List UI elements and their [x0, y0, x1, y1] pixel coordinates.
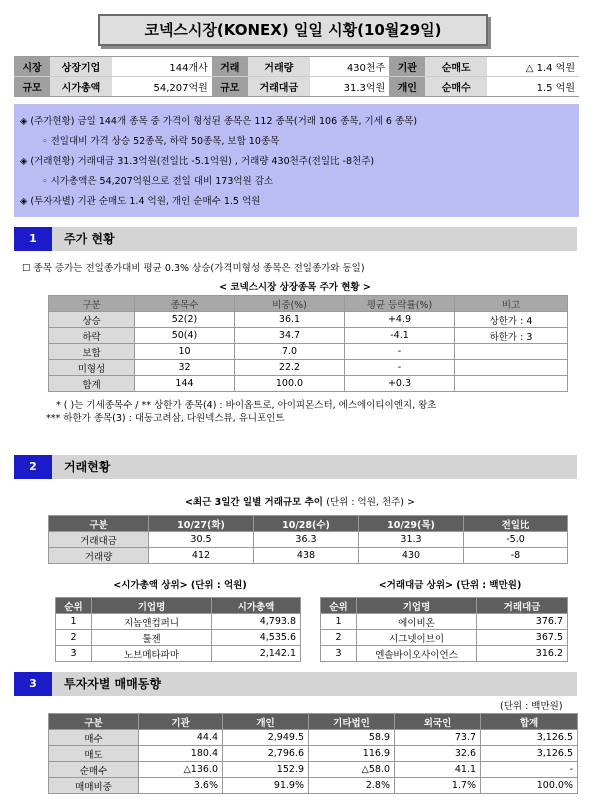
footnote: *** 하한가 종목(3) : 대동고려삼, 다원넥스뷰, 유니포인트 [46, 413, 285, 424]
table-cell: 4,793.8 [212, 614, 301, 630]
column-header: 순위 [56, 598, 92, 614]
table-row [321, 630, 568, 646]
column-header: 외국인 [395, 714, 481, 730]
table-cell: 412 [149, 548, 254, 564]
table-cell: 3 [56, 646, 92, 662]
table-row [56, 614, 301, 630]
table-cell: 430 [359, 548, 464, 564]
table-cell: 1 [321, 614, 357, 630]
summary-label: 거래 [212, 57, 248, 77]
highlight-line: ◈ (투자자별) 기관 순매도 1.4 억원, 개인 순매수 1.5 억원 [20, 196, 261, 207]
summary-value: △ 1.4 억원 [487, 57, 579, 77]
market-cap-top-table [55, 597, 301, 662]
footnote: * ( )는 기세종목수 / ** 상한가 종목(4) : 바이옵트로, 아이피몬스터, 에스에이티이엔지, 왕초 [56, 400, 437, 411]
row-label: 매수 [49, 730, 139, 746]
column-header: 기관 [139, 714, 223, 730]
table-cell: 3,126.5 [481, 730, 578, 746]
row-label: 매도 [49, 746, 139, 762]
table-cell: 3,126.5 [481, 746, 578, 762]
table-cell: 4,535.6 [212, 630, 301, 646]
highlight-line: ◈ (주가현황) 금일 144개 종목 중 가격이 형성된 종목은 112 종목(거래 106 종목, 기세 6 종목) [20, 116, 418, 127]
table-cell: 152.9 [223, 762, 309, 778]
table-cell [455, 360, 568, 376]
table-cell: 144 [135, 376, 235, 392]
table-row [49, 730, 578, 746]
column-header: 개인 [223, 714, 309, 730]
table-cell: 상한가 : 4 [455, 312, 568, 328]
summary-sublabel: 시가총액 [50, 77, 112, 97]
column-header: 시가총액 [212, 598, 301, 614]
column-header: 종목수 [135, 296, 235, 312]
table-cell: △136.0 [139, 762, 223, 778]
trend-unit: (단위 : 억원, 천주) > [326, 497, 415, 508]
summary-sublabel: 상장기업 [50, 57, 112, 77]
column-header: 기업명 [92, 598, 212, 614]
section-note: ☐ 종목 증가는 전일종가대비 평균 0.3% 상승(가격미형성 종목은 전일종가와 동일) [22, 263, 365, 274]
table-row [49, 376, 568, 392]
row-label: 거래량 [49, 548, 149, 564]
row-label: 하락 [49, 328, 135, 344]
table-cell: +4.9 [345, 312, 455, 328]
column-header: 구분 [49, 296, 135, 312]
column-header: 구분 [49, 714, 139, 730]
table-cell: 31.3 [359, 532, 464, 548]
column-header: 합계 [481, 714, 578, 730]
table-cell: △58.0 [309, 762, 395, 778]
section-header-investor [14, 672, 577, 696]
table-cell: 73.7 [395, 730, 481, 746]
highlight-line: ◈ (거래현황) 거래대금 31.3억원(전일比 -5.1억원) , 거래량 430천주(전일比 -8천주) [20, 156, 375, 167]
summary-row [14, 77, 579, 97]
section-number: 1 [14, 227, 52, 251]
column-header: 전일比 [464, 516, 568, 532]
summary-row [14, 57, 579, 77]
section-header-trading [14, 455, 577, 479]
table-cell: 3.6% [139, 778, 223, 794]
table-row [49, 762, 578, 778]
summary-sublabel: 순매수 [425, 77, 487, 97]
table-cell: 에이비온 [357, 614, 477, 630]
summary-label: 기관 [389, 57, 425, 77]
table-cell [455, 344, 568, 360]
table-cell: 50(4) [135, 328, 235, 344]
summary-label: 규모 [14, 77, 50, 97]
table-row [49, 328, 568, 344]
summary-value: 144개사 [112, 57, 212, 77]
table-cell: 지놈앤컴퍼니 [92, 614, 212, 630]
summary-label: 규모 [212, 77, 248, 97]
table-row [49, 532, 568, 548]
table-cell: 36.3 [254, 532, 359, 548]
column-header: 평균 등락률(%) [345, 296, 455, 312]
table-title: <시가총액 상위> (단위 : 억원) [113, 580, 247, 591]
summary-label: 개인 [389, 77, 425, 97]
table-cell: 376.7 [477, 614, 568, 630]
table-cell: 32.6 [395, 746, 481, 762]
highlight-line: ◦ 전일대비 가격 상승 52종목, 하락 50종목, 보합 10종목 [42, 136, 280, 147]
table-cell: 1 [56, 614, 92, 630]
table-row [49, 360, 568, 376]
unit-label: (단위 : 백만원) [500, 701, 563, 712]
table-cell: 2,142.1 [212, 646, 301, 662]
summary-label: 시장 [14, 57, 50, 77]
table-row [49, 746, 578, 762]
table-cell [455, 376, 568, 392]
section-title: 거래현황 [64, 460, 111, 474]
table-row [56, 646, 301, 662]
table-cell: +0.3 [345, 376, 455, 392]
table-cell: 180.4 [139, 746, 223, 762]
market-summary-table [14, 56, 579, 97]
trading-amount-top-table [320, 597, 568, 662]
table-cell: 316.2 [477, 646, 568, 662]
table-row [56, 630, 301, 646]
trend-title: <최근 3일간 일별 거래규모 추이 [185, 497, 323, 508]
page-title: 코넥스시장(KONEX) 일일 시황(10월29일) [98, 14, 488, 46]
column-header: 10/28(수) [254, 516, 359, 532]
table-cell: 52(2) [135, 312, 235, 328]
investor-trading-table [48, 713, 578, 794]
table-row [321, 614, 568, 630]
table-cell: 100.0% [481, 778, 578, 794]
section-title: 주가 현황 [64, 232, 115, 246]
column-header: 10/27(화) [149, 516, 254, 532]
table-cell: - [345, 344, 455, 360]
table-cell: - [345, 360, 455, 376]
table-cell: 36.1 [235, 312, 345, 328]
row-label: 미형성 [49, 360, 135, 376]
table-cell: 22.2 [235, 360, 345, 376]
column-header: 순위 [321, 598, 357, 614]
table-cell: 367.5 [477, 630, 568, 646]
table-cell: 32 [135, 360, 235, 376]
table-cell: 2.8% [309, 778, 395, 794]
column-header: 비중(%) [235, 296, 345, 312]
table-row [49, 344, 568, 360]
column-header: 10/29(목) [359, 516, 464, 532]
summary-sublabel: 거래량 [248, 57, 310, 77]
summary-sublabel: 거래대금 [248, 77, 310, 97]
table-cell: 58.9 [309, 730, 395, 746]
table-title: < 코넥스시장 상장종목 주가 현황 > [219, 282, 371, 293]
table-cell: 3 [321, 646, 357, 662]
table-cell: -4.1 [345, 328, 455, 344]
column-header: 기타법인 [309, 714, 395, 730]
table-cell: 툴젠 [92, 630, 212, 646]
table-cell: 2 [56, 630, 92, 646]
row-label: 합계 [49, 376, 135, 392]
table-cell: 91.9% [223, 778, 309, 794]
summary-sublabel: 순매도 [425, 57, 487, 77]
summary-value: 31.3억원 [310, 77, 389, 97]
column-header: 비고 [455, 296, 568, 312]
table-title: <거래대금 상위> (단위 : 백만원) [378, 580, 522, 591]
row-label: 순매수 [49, 762, 139, 778]
table-cell: 2,949.5 [223, 730, 309, 746]
table-title [100, 494, 500, 508]
table-cell: 하한가 : 3 [455, 328, 568, 344]
table-cell: 438 [254, 548, 359, 564]
row-label: 보합 [49, 344, 135, 360]
table-cell: 44.4 [139, 730, 223, 746]
row-label: 매매비중 [49, 778, 139, 794]
table-cell: 100.0 [235, 376, 345, 392]
table-cell: 30.5 [149, 532, 254, 548]
column-header: 구분 [49, 516, 149, 532]
table-row [49, 778, 578, 794]
highlight-line: ◦ 시가총액은 54,207억원으로 전일 대비 173억원 감소 [42, 176, 274, 187]
section-title: 투자자별 매매동향 [64, 677, 161, 691]
row-label: 거래대금 [49, 532, 149, 548]
table-cell: -5.0 [464, 532, 568, 548]
summary-value: 54,207억원 [112, 77, 212, 97]
table-cell: 10 [135, 344, 235, 360]
table-cell: 7.0 [235, 344, 345, 360]
table-cell: 1.7% [395, 778, 481, 794]
table-cell: 41.1 [395, 762, 481, 778]
table-row [321, 646, 568, 662]
section-header-stock [14, 227, 577, 251]
summary-value: 430천주 [310, 57, 389, 77]
section-number: 2 [14, 455, 52, 479]
table-row [49, 312, 568, 328]
section-number: 3 [14, 672, 52, 696]
stock-status-table [48, 295, 568, 392]
summary-value: 1.5 억원 [487, 77, 579, 97]
column-header: 기업명 [357, 598, 477, 614]
highlights-box [14, 104, 579, 217]
table-cell: 2,796.6 [223, 746, 309, 762]
table-cell: 116.9 [309, 746, 395, 762]
table-cell: 시그넷이브이 [357, 630, 477, 646]
table-cell: 34.7 [235, 328, 345, 344]
table-cell: 2 [321, 630, 357, 646]
table-cell: 엔솔바이오사이언스 [357, 646, 477, 662]
table-cell: - [481, 762, 578, 778]
trading-trend-table [48, 515, 568, 564]
column-header: 거래대금 [477, 598, 568, 614]
table-row [49, 548, 568, 564]
row-label: 상승 [49, 312, 135, 328]
table-cell: -8 [464, 548, 568, 564]
table-cell: 노브메타파마 [92, 646, 212, 662]
